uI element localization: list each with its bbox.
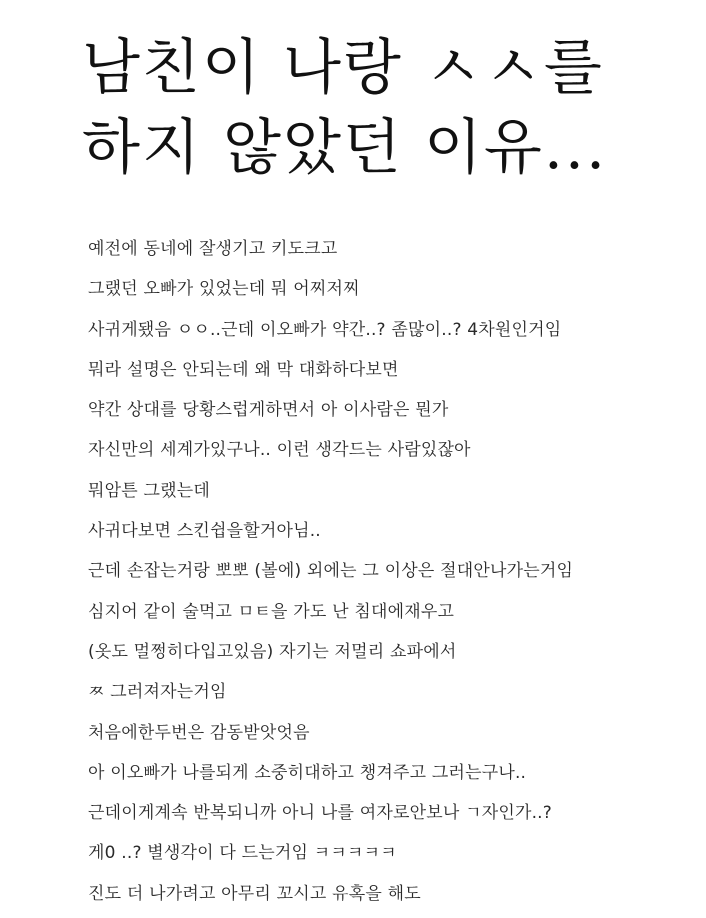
post-body-line: 아 이오빠가 나를되게 소중히대하고 챙겨주고 그러는구나..	[88, 762, 527, 783]
post-body-line: 게0 ..? 별생각이 다 드는거임 ㅋㅋㅋㅋㅋ	[88, 843, 397, 864]
post-body-line: 근데 손잡는거랑 뽀뽀 (볼에) 외에는 그 이상은 절대안나가는거임	[88, 561, 574, 582]
post-body-line: 근데이게계속 반복되니까 아니 나를 여자로안보나 ㄱ자인가..?	[88, 803, 552, 824]
post-title-line: 하지 않았던 이유...	[82, 113, 608, 183]
post-body-line: (옷도 멀쩡히다입고있음) 자기는 저멀리 쇼파에서	[88, 641, 457, 662]
post-body-line: 뭐라 설명은 안되는데 왜 막 대화하다보면	[88, 359, 399, 380]
post-body-line: ㅉ 그러져자는거임	[88, 682, 227, 703]
post-body-line: 처음에한두번은 감동받앗엇음	[88, 722, 310, 743]
post-body-line: 사귀게됐음 ㅇㅇ..근데 이오빠가 약간..? 좀많이..? 4차원인거임	[88, 319, 562, 340]
post-body-line: 약간 상대를 당황스럽게하면서 아 이사람은 뭔가	[88, 400, 449, 421]
post-body-line: 뭐암튼 그랬는데	[88, 480, 210, 501]
post-body	[88, 233, 688, 918]
post-body-line: 예전에 동네에 잘생기고 키도크고	[88, 239, 338, 259]
post-body-line: 심지어 같이 술먹고 ㅁㅌ을 가도 난 침대에재우고	[88, 601, 455, 622]
post-body-line: 그랬던 오빠가 있었는데 뭐 어찌저찌	[88, 279, 360, 300]
post-body-line: 사귀다보면 스킨쉽을할거아님..	[88, 521, 321, 542]
post-body-line: 자신만의 세계가있구나.. 이런 생각드는 사람있잖아	[88, 440, 471, 461]
post-title-line: 남친이 나랑 ㅅㅅ를	[82, 33, 604, 103]
post-body-line: 진도 더 나가려고 아무리 꼬시고 유혹을 해도	[88, 883, 421, 904]
post-title	[82, 28, 682, 188]
